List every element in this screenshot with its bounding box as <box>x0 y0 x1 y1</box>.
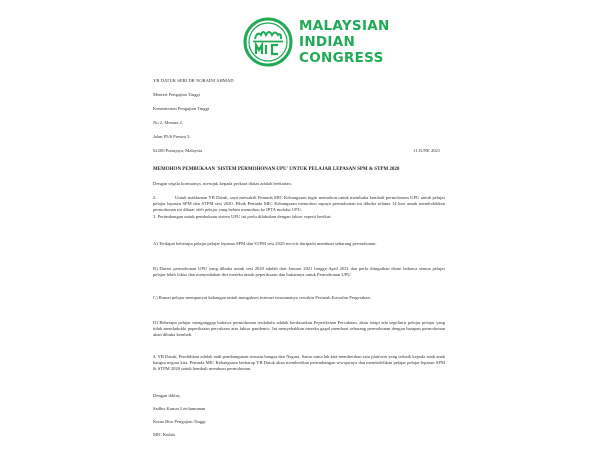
recipient-title: Menteri Pengajian Tinggi <box>153 92 200 97</box>
org-name <box>299 18 390 66</box>
recipient-address-2: Jalan P5/6 Presint 5, <box>153 134 191 139</box>
recipient-ministry: Kementerian Pengajian Tinggi <box>153 106 210 111</box>
letter-subject: MEMOHON PEMBUKAAN 'SISTEM PERMOHONAN UPU' UNTUK PELAJAR LEPASAN SPM & STPM 2020 <box>153 167 400 172</box>
signatory-name: Sadhis Kumar Letchumanan <box>153 406 206 411</box>
para-2-number: 2. <box>153 195 157 200</box>
item-c: C) Ramai pelajar mempunyai kekangan untuk mengakses internet terutamanya sewaktu Perintah Kawalan Pergerakan. <box>153 295 371 300</box>
recipient-address-3: 62200 Putrajaya, Malaysia <box>153 148 203 153</box>
org-name-line-1: MALAYSIAN <box>299 18 390 34</box>
letterhead-logo <box>243 17 390 67</box>
item-d: D) Beberapa pelajar menganggap bahawa permohonan terdahulu adalah berdasarkan Peperiksaan Percubaan, akan tetapi ada segelintir pelajar pelajar yang tidak mendudukki peperiksaan percubaan atas faktor pandemic. Ini menyebabkan mereka gagal membuat sebarang permohonan dengan harapan permohonan akan dibuka kembali. <box>153 320 445 337</box>
para-2: Untuk makluman YB Datuk, saya mewakili Pemuda MIC Kebangsaan ingin memohon untuk membuka kembali permohonan UPU untuk pelajar pelajar lepasan SPM dan STPM sesi 2020. Pihak Pemuda MIC Kebangsaan memohon supaya permohonan ini dibuka selama 14 hari untuk membolehkan permohonan ini dibuat oleh pelajar yang belum memohon ke IPTA melalui UPU. <box>153 195 445 212</box>
org-name-line-2: INDIAN <box>299 34 356 50</box>
org-name-line-3: CONGRESS <box>299 50 384 66</box>
closing-salutation: Dengan ikhlas, <box>153 393 181 398</box>
item-a: A) Terdapat beberapa pelajar pelajar lepasan SPM dan STPM sesi 2020 tercicir daripada membuat sebarang permohonan. <box>153 241 377 246</box>
signatory-position: Ketua Biro Pengajian Tinggi <box>153 419 206 424</box>
recipient-name: YB DATUK SERI DR NORAINI AHMAD <box>153 78 234 83</box>
letter-date: 11 JUNE 2021 <box>413 148 441 153</box>
recipient-address-1: No 2, Menara 2, <box>153 120 183 125</box>
mic-emblem-icon <box>243 17 293 67</box>
para-3: 3. Pertimbangan untuk pembukaan sistem UPU ini perlu dilakukan dengan faktor seperti berikut: <box>153 214 332 219</box>
greeting: Dengan segala hormatnya, merujuk kepada perkara diatas adalah berkaitan. <box>153 181 292 186</box>
signatory-branch: MIC Kedah <box>153 432 175 437</box>
item-b: B) Durasi permohonan UPU yang dibuka untuk sesi 2020 adalah dari Januari 2021 hingga April 2021 dan perlu diingatkan disini bahawa semua pelajar pelajar lebih fokus dan menyediakan diri mereka untuk peperiksaan dan bukannya untuk Permohonan UPU. <box>153 266 445 277</box>
para-4: 4. YB Datuk, Pendidikan adalah nadi pembangunan sesuatu bangsa dan Negara. Sama sama lah kita memberikan satu platform yang terbaik kepada anak anak bangsa negara kita. Pemuda MIC Kebangsaan berharap YB Datuk akan memberikan pertimbangan sewajarnya dan membolehkan pelajar pelajar lepasan SPM & STPM 2020 untuk kembali membuat permohonan. <box>153 354 445 371</box>
